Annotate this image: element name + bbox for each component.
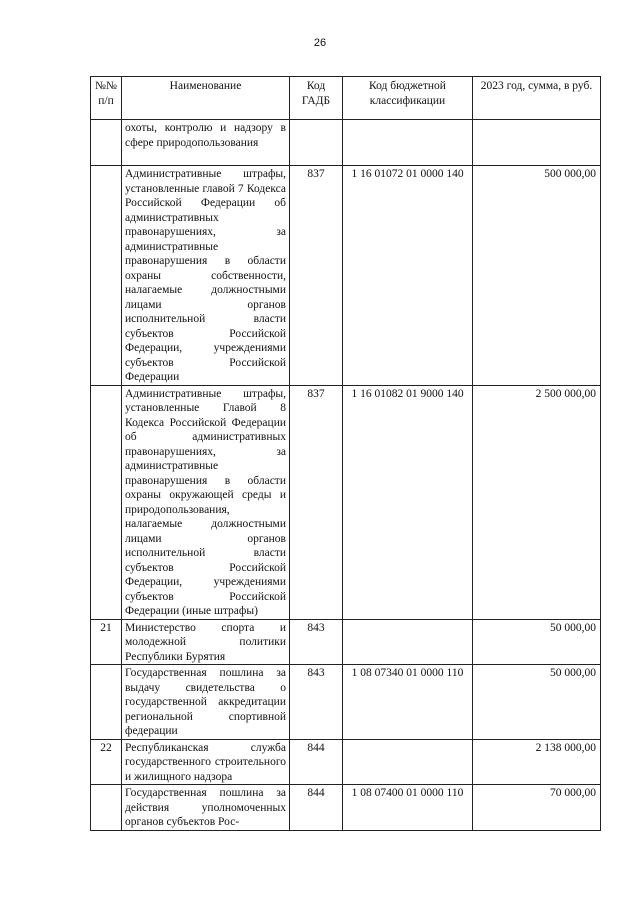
row-sum: 70 000,00: [473, 785, 601, 831]
row-name: Государственная пошлина за выдачу свидетельства о государственной аккредитации региональной спортивной федерации: [122, 665, 290, 740]
row-num: [91, 120, 122, 166]
table-row: [91, 619, 601, 665]
row-sum: 50 000,00: [473, 665, 601, 740]
row-num: [91, 785, 122, 831]
table-row: [91, 739, 601, 785]
header-kbk: Код бюджетной классификации: [343, 77, 473, 120]
row-num: [91, 665, 122, 740]
row-kbk: [343, 739, 473, 785]
row-name: Административные штрафы, установленные главой 7 Кодекса Российской Федерации об административных правонарушениях, за административные правонарушения в области охраны собственности, налагаемые должностными лицами органов исполнительной власти субъектов Российской Федерации, учреждениями субъектов Российской Федерации: [122, 166, 290, 386]
row-gadb: 837: [290, 385, 343, 619]
row-kbk: 1 16 01082 01 9000 140: [343, 385, 473, 619]
row-num: [91, 385, 122, 619]
header-gadb: Код ГАДБ: [290, 77, 343, 120]
row-gadb: 844: [290, 739, 343, 785]
table-row: [91, 385, 601, 619]
row-name: Республиканская служба государственного строительного и жилищного надзора: [122, 739, 290, 785]
row-gadb: 843: [290, 619, 343, 665]
table-row: [91, 120, 601, 166]
row-name: Административные штрафы, установленные Главой 8 Кодекса Российской Федерации об административных правонарушениях, за административные правонарушения в области охраны окружающей среды и природопользования, налагаемые должностными лицами органов исполнительной власти субъектов Российской Федерации, учреждениями субъектов Российской Федерации (иные штрафы): [122, 385, 290, 619]
row-name: Государственная пошлина за действия уполномоченных органов субъектов Рос-: [122, 785, 290, 831]
header-sum: 2023 год, сумма, в руб.: [473, 77, 601, 120]
table-row: [91, 166, 601, 386]
revenue-table: [90, 76, 601, 831]
row-gadb: 843: [290, 665, 343, 740]
row-gadb: 837: [290, 166, 343, 386]
header-num: №№ п/п: [91, 77, 122, 120]
row-sum: 50 000,00: [473, 619, 601, 665]
table-header-row: [91, 77, 601, 120]
row-kbk: 1 08 07400 01 0000 110: [343, 785, 473, 831]
row-num: 21: [91, 619, 122, 665]
row-kbk: [343, 120, 473, 166]
table-row: [91, 665, 601, 740]
row-num: [91, 166, 122, 386]
table-row: [91, 785, 601, 831]
page-number: 26: [313, 37, 327, 49]
header-name: Наименование: [122, 77, 290, 120]
row-sum: 500 000,00: [473, 166, 601, 386]
row-kbk: 1 16 01072 01 0000 140: [343, 166, 473, 386]
row-kbk: 1 08 07340 01 0000 110: [343, 665, 473, 740]
row-kbk: [343, 619, 473, 665]
row-name: охоты, контролю и надзору в сфере природопользования: [122, 120, 290, 166]
row-name: Министерство спорта и молодежной политики Республики Бурятия: [122, 619, 290, 665]
row-sum: 2 138 000,00: [473, 739, 601, 785]
row-num: 22: [91, 739, 122, 785]
row-sum: 2 500 000,00: [473, 385, 601, 619]
row-sum: [473, 120, 601, 166]
row-gadb: [290, 120, 343, 166]
row-gadb: 844: [290, 785, 343, 831]
